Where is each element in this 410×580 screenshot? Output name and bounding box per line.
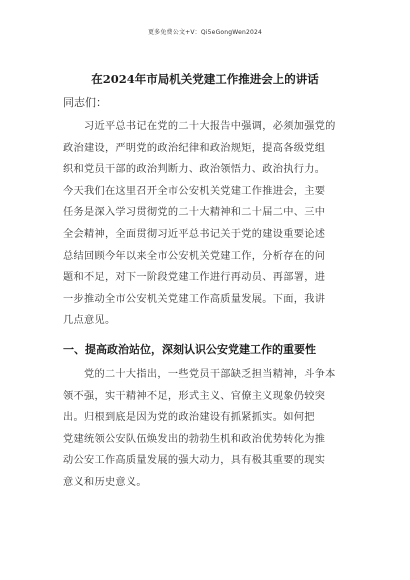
document-title: 在2024年市局机关党建工作推进会上的讲话 <box>91 72 319 86</box>
paragraph-section-1 <box>63 364 359 494</box>
paragraph-line: 题和不足，对下一阶段党建工作进行再动员、再部署，进 <box>63 272 326 284</box>
paragraph-line: 全会精神，全面贯彻习近平总书记关于党的建设重要论述 <box>63 228 326 240</box>
paragraph-line: 领不强，实干精神不足，形式主义、官僚主义现象仍较突 <box>63 390 326 402</box>
paragraph-line: 党的二十大指出，一些党员干部缺乏担当精神，斗争本 <box>63 369 336 380</box>
paragraph-line: 党建统领公安队伍焕发出的勃勃生机和政治优势转化为推 <box>63 433 326 445</box>
paragraph-line: 一步推动全市公安机关党建工作高质量发展。下面，我讲 <box>63 293 326 305</box>
salutation: 同志们： <box>63 96 107 109</box>
paragraph-line: 织和党员干部的政治判断力、政治领悟力、政治执行力。 <box>63 164 326 176</box>
section-heading-1: 一、提高政治站位，深刻认识公安党建工作的重要性 <box>63 343 316 356</box>
paragraph-line: 几点意见。 <box>63 315 116 327</box>
paragraph-line: 今天我们在这里召开全市公安机关党建工作推进会，主要 <box>63 185 326 197</box>
paragraph-line: 动公安工作高质量发展的强大动力，具有极其重要的现实 <box>63 455 326 467</box>
paragraph-line: 意义和历史意义。 <box>63 476 147 488</box>
paragraph-line: 总结回顾今年以来全市公安机关党建工作，分析存在的问 <box>63 250 326 262</box>
paragraph-intro <box>63 116 359 332</box>
paragraph-line: 政治建设，严明党的政治纪律和政治规矩，提高各级党组 <box>63 142 326 154</box>
watermark-header: 更多免费公文+V：Qi5eGongWen2024 <box>147 29 263 36</box>
paragraph-line: 出。归根到底是因为党的政治建设有抓紧抓实。如何把 <box>63 412 315 424</box>
paragraph-line: 习近平总书记在党的二十大报告中强调，必须加强党的 <box>63 121 336 132</box>
paragraph-line: 任务是深入学习贯彻党的二十大精神和二十届二中、三中 <box>63 207 326 219</box>
